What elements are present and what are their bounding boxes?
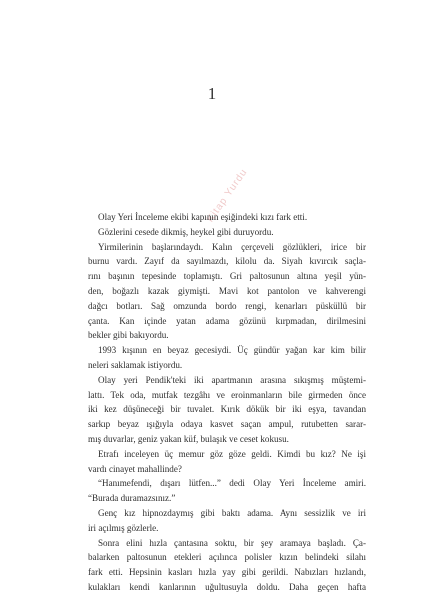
text-line: sarkıp beyaz ışığıyla odaya kasvet saçan ampul, rutubetten sarar- <box>88 419 366 430</box>
text-line: 1993 kışının en beyaz gecesiydi. Üç gündür yağan kar kim bilir <box>98 345 366 356</box>
text-line: burnu vardı. Zayıf da sayılmazdı, kilolu da. Siyah kıvırcık saçla- <box>88 256 366 267</box>
paragraph <box>88 536 366 595</box>
text-line: dağcı botları. Sağ omzunda bordo rengi, kenarları püsküllü bir <box>88 300 366 311</box>
text-line: neleri saklamak istiyordu. <box>88 359 183 370</box>
text-line: çanta. Kan içinde yatan adama gözünü kırpmadan, dirilmesini <box>88 315 366 326</box>
text-line: den, boğazlı kazak giymişti. Mavi kot pantolon ve kahverengi <box>88 285 366 296</box>
paragraph <box>88 343 366 373</box>
paragraph <box>88 476 366 506</box>
text-line: lattı. Tek oda, mutfak tezgâhı ve eroinmanların bile girmeden önce <box>88 389 366 400</box>
text-line: Gözlerini cesede dikmiş, heykel gibi duruyordu. <box>98 226 274 237</box>
text-line: rını başının tepesinde toplamıştı. Gri paltosunun altına yeşil yün- <box>88 271 366 282</box>
text-line: Olay yeri Pendik'teki iki apartmanın arasına sıkışmış müştemi- <box>98 374 366 385</box>
text-line: “Burada duramazsınız.” <box>88 493 176 504</box>
paragraph <box>88 240 366 344</box>
watermark: Kitap Yurdu <box>205 166 250 225</box>
text-line: “Hanımefendi, dışarı lütfen...” dedi Olay Yeri İnceleme amiri. <box>98 478 366 489</box>
text-line: fark etti. Hepsinin kasları hızla yay gibi gerildi. Nabızları hızlandı, <box>88 567 366 578</box>
chapter-number: 1 <box>207 84 217 103</box>
text-line: kulakları kendi kanlarının uğultusuyla doldu. Daha geçen hafta <box>88 581 366 592</box>
text-line: balarken paltosunun etekleri açılınca polisler kızın belindeki silahı <box>88 552 366 563</box>
text-line: vardı cinayet mahallinde? <box>88 463 182 474</box>
text-line: Olay Yeri İnceleme ekibi kapının eşiğindeki kızı fark etti. <box>98 212 308 222</box>
body-text <box>88 210 366 595</box>
paragraph <box>88 225 366 240</box>
paragraph <box>88 447 366 477</box>
paragraph <box>88 373 366 447</box>
text-line: iri açılmış gözlerle. <box>88 522 159 533</box>
text-line: Yirmilerinin başlarındaydı. Kalın çerçeveli gözlükleri, irice bir <box>98 241 366 252</box>
text-line: iki kez düşüneceği bir tuvalet. Kırık dökük bir iki eşya, tavandan <box>88 404 366 415</box>
paragraph <box>88 210 366 225</box>
text-line: Etrafı inceleyen üç memur göz göze geldi. Kimdi bu kız? Ne işi <box>98 448 366 459</box>
text-line: mış duvarlar, geniz yakan küf, bulaşık ve ceset kokusu. <box>88 433 289 444</box>
text-line: Genç kız hipnozdaymış gibi baktı adama. Aynı sessizlik ve iri <box>98 507 366 518</box>
text-line: Sonra elini hızla çantasına soktu, bir şey aramaya başladı. Ça- <box>98 537 366 548</box>
paragraph <box>88 506 366 536</box>
text-line: bekler gibi bakıyordu. <box>88 330 169 341</box>
